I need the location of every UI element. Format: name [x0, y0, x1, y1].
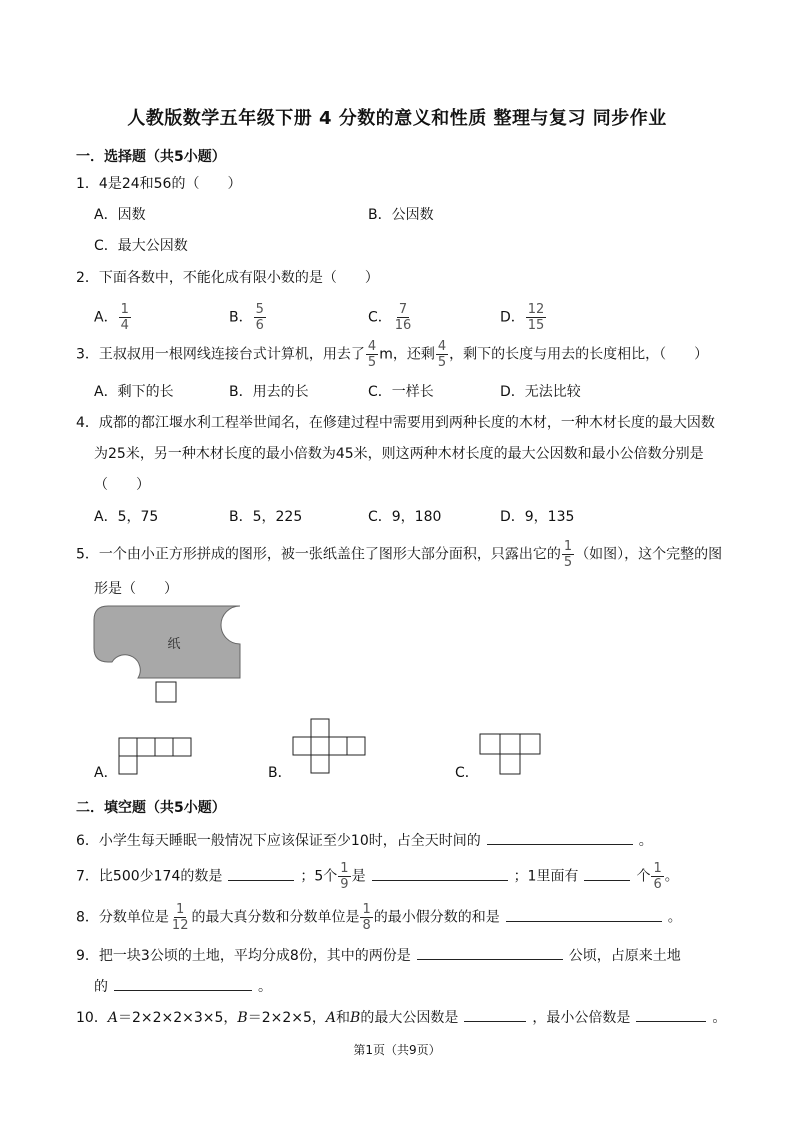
q7-f2-numerator: 1	[653, 861, 662, 876]
q2-d-fraction	[526, 303, 547, 332]
q10-text-2: ＝2×2×5，	[247, 1010, 326, 1026]
q10-var-b-2: B	[350, 1010, 361, 1026]
q9-text-2: 公顷，占原来土地	[568, 948, 681, 964]
q5-denominator: 5	[563, 555, 573, 570]
q10-text-1: ＝2×2×2×3×5，	[117, 1010, 238, 1026]
q2-b-numerator: 5	[255, 302, 264, 317]
q2-option-b[interactable]	[229, 303, 267, 332]
q3-f2-numerator: 4	[437, 339, 447, 354]
q10-var-a: A	[107, 1010, 118, 1026]
q3-option-b[interactable]: B．用去的长	[229, 384, 309, 400]
q3-text-part2: m，还剩	[379, 346, 435, 363]
q7-answer-blank-1[interactable]	[228, 865, 294, 881]
q4-option-c[interactable]: C．9，180	[368, 509, 442, 525]
q2-b-fraction	[254, 303, 266, 332]
q5-option-c-figure[interactable]	[479, 733, 541, 777]
q5-paper-figure	[92, 604, 244, 706]
q3-f1-denominator: 5	[367, 355, 377, 370]
q9-text-1: 9．把一块3公顷的土地，平均分成8份，其中的两份是	[76, 948, 411, 964]
q10-answer-blank-2[interactable]	[636, 1006, 706, 1022]
cell	[520, 734, 540, 754]
question-8	[76, 903, 682, 932]
q8-text-2: 的最大真分数和分数单位是	[191, 909, 360, 926]
q2-c-label: C．	[368, 309, 392, 326]
q2-d-label: D．	[500, 309, 525, 326]
q8-f1-numerator: 1	[176, 902, 185, 917]
q6-answer-blank[interactable]	[487, 829, 633, 845]
q6-text: 6．小学生每天睡眠一般情况下应该保证至少10时，占全天时间的	[76, 833, 481, 849]
q10-end: 。	[712, 1010, 727, 1026]
q7-f2-denominator: 6	[653, 877, 662, 892]
q2-d-numerator: 12	[527, 302, 545, 317]
q7-f1-denominator: 9	[340, 877, 349, 892]
question-7	[76, 862, 679, 891]
q8-f1-denominator: 12	[171, 918, 189, 933]
q8-end: 。	[667, 909, 682, 926]
q8-fraction-eighth	[360, 903, 372, 932]
q7-text-5: 个	[636, 868, 651, 885]
q3-option-d[interactable]: D．无法比较	[500, 384, 581, 400]
q5-option-a-figure[interactable]	[118, 737, 196, 779]
q3-f2-denominator: 5	[437, 355, 447, 370]
question-5-line-1	[76, 540, 722, 569]
q5-numerator: 1	[563, 539, 573, 554]
q7-end: 。	[664, 868, 679, 885]
q2-option-c[interactable]	[368, 303, 414, 332]
q8-text-3: 的最小假分数的和是	[373, 909, 500, 926]
q7-text-1: 7．比500少174的数是	[76, 868, 223, 885]
q2-a-numerator: 1	[120, 302, 129, 317]
q3-text-part1: 3．王叔叔用一根网线连接台式计算机，用去了	[76, 346, 365, 363]
question-4-line-1: 4．成都的都江堰水利工程举世闻名，在修建过程中需要用到两种长度的木材，一种木材长度的最大因数	[76, 415, 715, 431]
cell	[500, 734, 520, 754]
q3-f1-numerator: 4	[367, 339, 377, 354]
q2-a-denominator: 4	[120, 318, 129, 333]
q4-option-d[interactable]: D．9，135	[500, 509, 575, 525]
q7-answer-blank-2[interactable]	[372, 865, 508, 881]
page-title: 人教版数学五年级下册 4 分数的意义和性质 整理与复习 同步作业	[127, 108, 667, 129]
q9-answer-blank-2[interactable]	[114, 975, 252, 991]
q3-fraction-left	[436, 340, 448, 369]
q7-text-3: 是	[351, 868, 366, 885]
q10-text-3: 和	[336, 1010, 351, 1026]
q7-text-4: ；1里面有	[513, 868, 579, 885]
q3-text-part3: ，剩下的长度与用去的长度相比，（ ）	[449, 346, 709, 363]
paper-label: 纸	[167, 637, 181, 652]
q2-option-d[interactable]	[500, 303, 547, 332]
cell	[155, 738, 173, 756]
question-9-line-1	[76, 944, 681, 966]
question-6	[76, 829, 653, 851]
q5-text-part2: （如图），这个完整的图	[575, 546, 723, 563]
q4-option-b[interactable]: B．5，225	[229, 509, 303, 525]
q5-text-part1: 5．一个由小正方形拼成的图形，被一张纸盖住了图形大部分面积，只露出它的	[76, 546, 561, 563]
q1-option-b[interactable]: B．公因数	[368, 207, 434, 223]
page-footer: 第1页（共9页）	[353, 1043, 441, 1057]
q2-d-denominator: 15	[527, 318, 545, 333]
q10-answer-blank-1[interactable]	[464, 1006, 526, 1022]
exposed-square	[156, 682, 176, 702]
q10-prefix: 10．	[76, 1010, 108, 1026]
question-10	[76, 1006, 726, 1028]
question-2-text: 2．下面各数中，不能化成有限小数的是（ ）	[76, 270, 379, 286]
q8-f2-numerator: 1	[362, 902, 371, 917]
cell	[293, 737, 311, 755]
question-1-text: 1．4是24和56的（ ）	[76, 176, 242, 192]
q10-var-b: B	[237, 1010, 248, 1026]
q8-fraction-twelfth	[170, 903, 191, 932]
q2-option-a[interactable]	[94, 303, 132, 332]
q8-text-1: 8．分数单位是	[76, 909, 169, 926]
q4-option-a[interactable]: A．5，75	[94, 509, 159, 525]
q10-var-a-2: A	[325, 1010, 337, 1026]
cell	[311, 737, 329, 755]
cell	[480, 734, 500, 754]
q2-c-denominator: 16	[394, 318, 412, 333]
cell	[137, 738, 155, 756]
q10-text-4: 的最大公因数是	[360, 1010, 459, 1026]
cell	[329, 737, 347, 755]
q2-c-numerator: 7	[398, 302, 408, 317]
q7-fraction-ninth	[338, 862, 350, 891]
q1-option-a[interactable]: A．因数	[94, 207, 146, 223]
q7-fraction-sixth	[651, 862, 663, 891]
question-4-line-2: 为25米，另一种木材长度的最小倍数为45米，则这两种木材长度的最大公因数和最小公倍数分别是	[94, 446, 704, 462]
q7-answer-blank-3[interactable]	[584, 865, 630, 881]
cell	[119, 756, 137, 774]
q2-a-fraction	[119, 303, 131, 332]
cell	[311, 719, 329, 737]
q9-answer-blank-1[interactable]	[417, 944, 563, 960]
q1-option-c[interactable]: C．最大公因数	[94, 238, 188, 254]
question-3-text	[76, 340, 708, 369]
q3-fraction-used	[366, 340, 378, 369]
q9-end: 。	[258, 979, 272, 995]
question-4-line-3: （ ）	[94, 477, 150, 493]
q5-option-b-figure[interactable]	[292, 718, 370, 778]
section-choice-heading: 一．选择题（共5小题）	[76, 149, 226, 165]
cell	[311, 755, 329, 773]
section-fill-heading: 二．填空题（共5小题）	[76, 800, 226, 816]
q5-option-a-label[interactable]: A．	[94, 765, 118, 781]
q6-end: 。	[638, 833, 653, 849]
q10-text-5: ，最小公倍数是	[532, 1010, 631, 1026]
cell	[173, 738, 191, 756]
q5-option-c-label[interactable]: C．	[455, 765, 479, 781]
q2-b-denominator: 6	[255, 318, 264, 333]
q2-b-label: B．	[229, 309, 253, 326]
q2-a-label: A．	[94, 309, 118, 326]
q2-c-fraction	[393, 303, 414, 332]
q9-text-3: 的	[94, 979, 108, 995]
q5-option-b-label[interactable]: B．	[268, 765, 292, 781]
q7-f1-numerator: 1	[340, 861, 349, 876]
q5-fraction	[562, 540, 574, 569]
q3-option-a[interactable]: A．剩下的长	[94, 384, 174, 400]
cell	[347, 737, 365, 755]
q8-f2-denominator: 8	[362, 918, 371, 933]
q8-answer-blank[interactable]	[506, 906, 662, 922]
q3-option-c[interactable]: C．一样长	[368, 384, 434, 400]
cell	[119, 738, 137, 756]
q7-text-2: ；5个	[300, 868, 338, 885]
cell	[500, 754, 520, 774]
question-5-line-2: 形是（ ）	[94, 581, 178, 597]
question-9-line-2	[94, 975, 272, 997]
